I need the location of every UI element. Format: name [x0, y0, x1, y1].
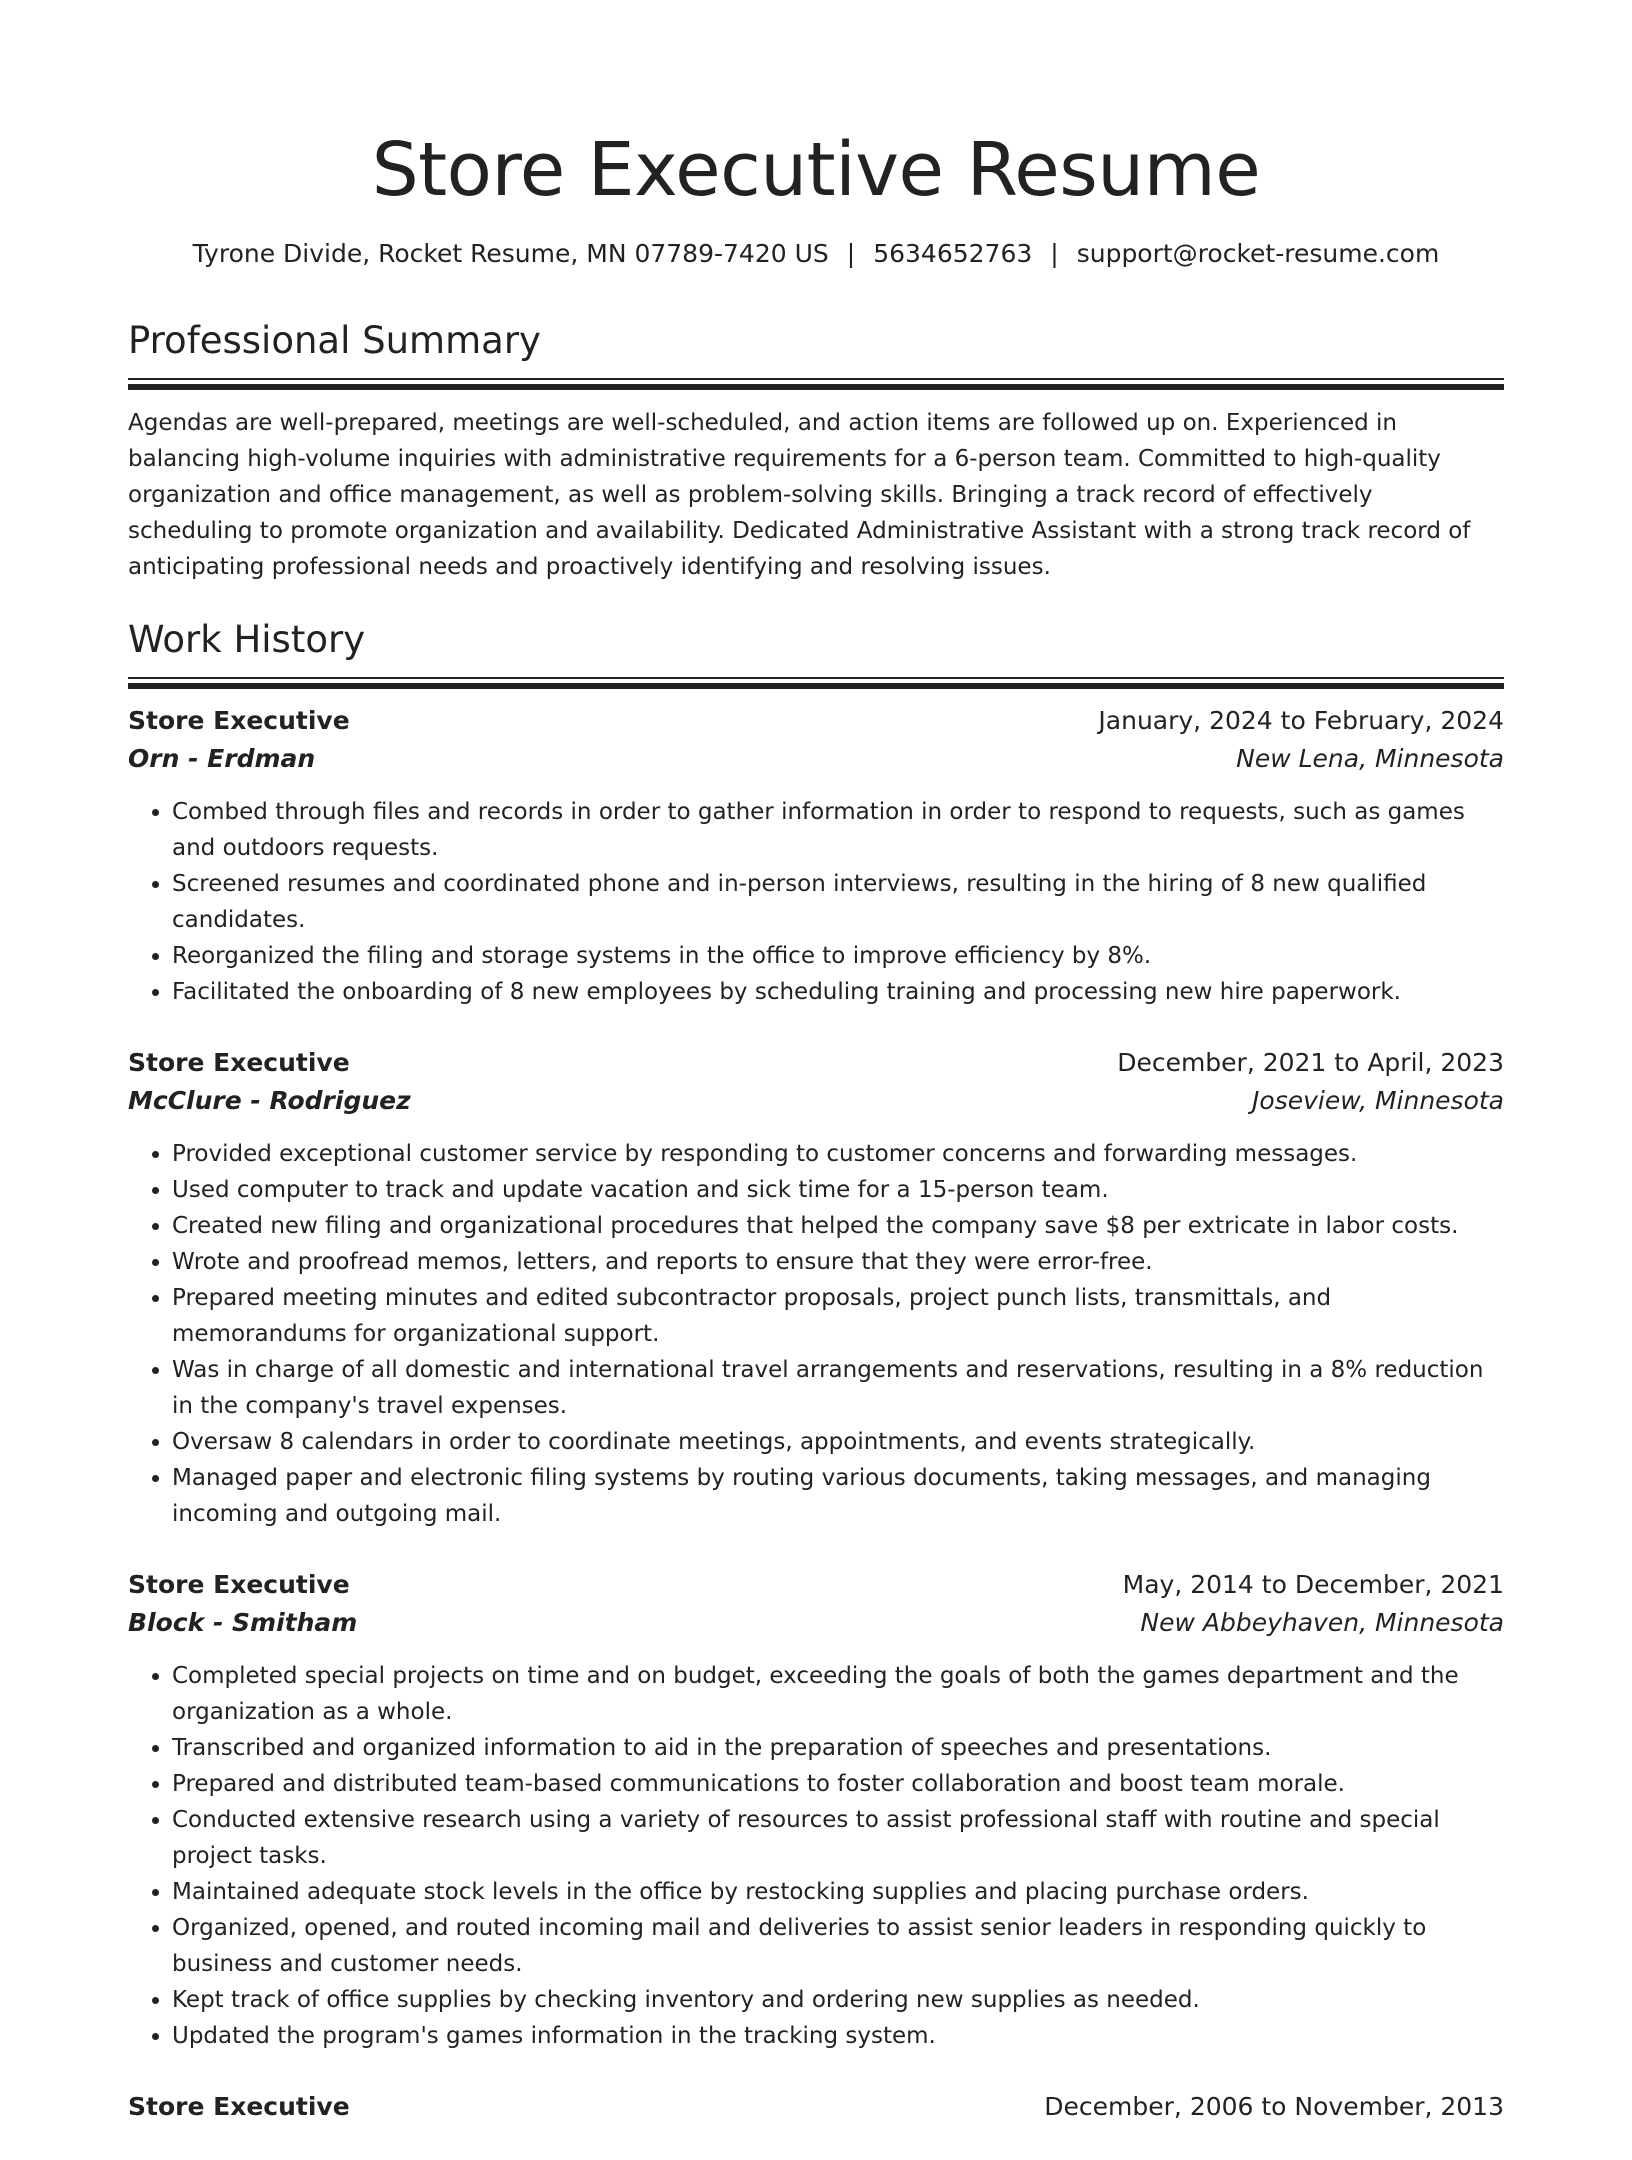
job-bullet: • Created new filing and organizational procedures that helped the company save $8 per extricate in labor costs. [172, 1208, 1504, 1244]
job-employer-row [128, 1082, 1504, 1120]
job-header-row [128, 1566, 1504, 1604]
job-employer: Block - Smitham [128, 1608, 358, 1637]
job-dates: January, 2024 to February, 2024 [1098, 706, 1504, 735]
job-bullet: • Maintained adequate stock levels in the office by restocking supplies and placing purchase orders. [172, 1874, 1504, 1910]
job-employer: Orn - Erdman [128, 744, 316, 773]
job-bullet: • Was in charge of all domestic and international travel arrangements and reservations, resulting in a 8% reduction in the company's travel expenses. [172, 1352, 1504, 1424]
job-employer: McClure - Rodriguez [128, 1086, 411, 1115]
job-bullet-list [128, 794, 1504, 1010]
job-location: Joseview, Minnesota [1252, 1086, 1504, 1115]
job-entry [128, 702, 1504, 1010]
job-employer-row [128, 740, 1504, 778]
job-location: New Lena, Minnesota [1236, 744, 1504, 773]
job-bullet: • Used computer to track and update vacation and sick time for a 15-person team. [172, 1172, 1504, 1208]
job-title: Store Executive [128, 706, 350, 735]
job-bullet: • Facilitated the onboarding of 8 new employees by scheduling training and processing new hire paperwork. [172, 974, 1504, 1010]
section-divider [128, 378, 1504, 389]
job-bullet-list [128, 1658, 1504, 2054]
job-bullet: • Transcribed and organized information to aid in the preparation of speeches and presentations. [172, 1730, 1504, 1766]
job-bullet-list [128, 1136, 1504, 1532]
contact-separator: | [846, 239, 856, 268]
job-dates: December, 2006 to November, 2013 [1044, 2092, 1504, 2121]
job-bullet: • Completed special projects on time and on budget, exceeding the goals of both the games department and the organization as a whole. [172, 1658, 1504, 1730]
contact-email: support@rocket-resume.com [1076, 239, 1440, 268]
job-bullet: • Provided exceptional customer service by responding to customer concerns and forwarding messages. [172, 1136, 1504, 1172]
job-dates: May, 2014 to December, 2021 [1122, 1570, 1504, 1599]
job-bullet: • Kept track of office supplies by checking inventory and ordering new supplies as needed. [172, 1982, 1504, 2018]
job-bullet: • Prepared and distributed team-based communications to foster collaboration and boost team morale. [172, 1766, 1504, 1802]
job-header-row [128, 2088, 1504, 2126]
job-bullet: • Oversaw 8 calendars in order to coordinate meetings, appointments, and events strategically. [172, 1424, 1504, 1460]
contact-separator: | [1050, 239, 1059, 268]
job-bullet: • Wrote and proofread memos, letters, and reports to ensure that they were error-free. [172, 1244, 1504, 1280]
contact-address: Tyrone Divide, Rocket Resume, MN 07789-7420 US [192, 239, 829, 268]
job-bullet: • Combed through files and records in order to gather information in order to respond to requests, such as games and outdoors requests. [172, 794, 1504, 866]
job-bullet: • Organized, opened, and routed incoming mail and deliveries to assist senior leaders in responding quickly to business and customer needs. [172, 1910, 1504, 1982]
job-list [128, 702, 1504, 2126]
section-heading: Work History [128, 618, 366, 661]
job-header-row [128, 702, 1504, 740]
job-bullet: • Conducted extensive research using a variety of resources to assist professional staff with routine and special project tasks. [172, 1802, 1504, 1874]
work-history-section [128, 615, 1504, 2126]
section-heading: Professional Summary [128, 319, 541, 362]
job-employer-row [128, 1604, 1504, 1642]
job-dates: December, 2021 to April, 2023 [1117, 1048, 1504, 1077]
job-location: New Abbeyhaven, Minnesota [1140, 1608, 1504, 1637]
resume-page [128, 0, 1504, 2160]
job-bullet: • Reorganized the filing and storage systems in the office to improve efficiency by 8%. [172, 938, 1504, 974]
section-divider [128, 677, 1504, 688]
job-title: Store Executive [128, 1570, 350, 1599]
job-title: Store Executive [128, 2092, 350, 2121]
contact-line [128, 236, 1504, 272]
job-entry [128, 1566, 1504, 2054]
contact-phone: 5634652763 [873, 239, 1033, 268]
job-entry [128, 2088, 1504, 2126]
professional-summary-section [128, 316, 1504, 585]
job-entry [128, 1044, 1504, 1532]
job-bullet: • Prepared meeting minutes and edited subcontractor proposals, project punch lists, transmittals, and memorandums for organizational support. [172, 1280, 1504, 1352]
job-title: Store Executive [128, 1048, 350, 1077]
job-header-row [128, 1044, 1504, 1082]
job-bullet: • Screened resumes and coordinated phone and in-person interviews, resulting in the hiring of 8 new qualified candidates. [172, 866, 1504, 938]
job-bullet: • Managed paper and electronic filing systems by routing various documents, taking messages, and managing incoming and outgoing mail. [172, 1460, 1504, 1532]
resume-title: Store Executive Resume [371, 127, 1261, 213]
summary-text: Agendas are well-prepared, meetings are well-scheduled, and action items are followed up on. Experienced in balancing high-volume inquiries with administrative requirements for a 6-person team. Committed to high-quality organization and office management, as well as problem-solving skills. Bringing a track record of effectively scheduling to promote organization and availability. Dedicated Administrative Assistant with a strong track record of anticipating professional needs and proactively identifying and resolving issues. [128, 410, 1471, 580]
job-bullet: • Updated the program's games information in the tracking system. [172, 2018, 1504, 2054]
